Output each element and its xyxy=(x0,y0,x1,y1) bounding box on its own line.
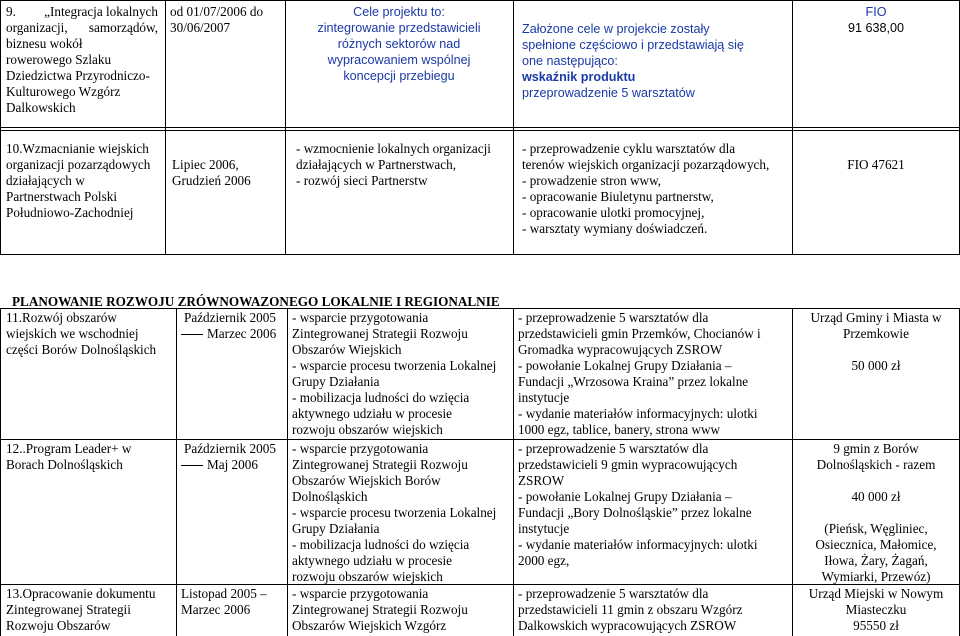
row12-funding-line xyxy=(793,473,959,489)
row12-title-line: 12..Program Leader+ w xyxy=(6,441,132,456)
row11-results-line: - przeprowadzenie 5 warsztatów dla xyxy=(518,310,709,325)
row9-funding-amount: 91 638,00 xyxy=(847,21,905,35)
row12-results-line: ZSROW xyxy=(518,473,565,488)
row10-title-line: Partnerstwach Polski xyxy=(6,189,117,204)
row12-period-start: Październik 2005 xyxy=(184,441,276,456)
row12-funding-line: Iłowa, Żary, Żagań, xyxy=(824,553,928,568)
row11-project-title-cell xyxy=(6,310,174,358)
col-divider-2-top xyxy=(165,0,166,255)
row10-title-line: organizacji pozarządowych xyxy=(6,157,151,172)
row11-goals-line: Zintegrowanej Strategii Rozwoju xyxy=(292,326,468,341)
row9-goals-cell xyxy=(286,4,512,84)
row13-title-line: 13.Opracowanie dokumentu xyxy=(6,586,156,601)
row9-bottom-border xyxy=(0,127,960,128)
row10-results-line: - opracowanie Biuletynu partnerstw, xyxy=(522,189,714,204)
row13-period-line: Listopad 2005 – xyxy=(181,586,267,601)
row10-funding-cell xyxy=(793,157,959,173)
row12-goals-line: Zintegrowanej Strategii Rozwoju xyxy=(292,457,468,472)
row13-goals-line: Zintegrowanej Strategii Rozwoju xyxy=(292,602,468,617)
row12-results-line: - powołanie Lokalnej Grupy Działania – xyxy=(518,489,732,504)
row10-results-line: - opracowanie ulotki promocyjnej, xyxy=(522,205,705,220)
row11-title-line: wiejskich we wschodniej xyxy=(6,326,139,341)
row12-funding-line: Wymiarki, Przewóz) xyxy=(821,569,931,584)
row13-funding-line: Miasteczku xyxy=(845,602,907,617)
col-divider-4-top xyxy=(513,0,514,255)
row10-title-line: 10.Wzmacnianie wiejskich xyxy=(6,141,149,156)
row9-results-cell xyxy=(522,21,790,101)
row11-funding-line: Urząd Gminy i Miasta w xyxy=(810,310,942,325)
row11-title-line: części Borów Dolnośląskich xyxy=(6,342,157,357)
row10-results-cell xyxy=(522,141,790,237)
row11-goals-line: - mobilizacja ludności do wzięcia xyxy=(292,390,470,405)
row9-period-line: od 01/07/2006 do xyxy=(170,4,264,19)
row11-goals-cell xyxy=(292,310,512,438)
row11-results-line: - wydanie materiałów informacyjnych: ulotki xyxy=(518,406,758,421)
row9-funding-cell xyxy=(793,4,959,36)
row11-results-line: przedstawicieli gmin Przemków, Chocianów i xyxy=(518,326,761,341)
row12-results-line: 2000 egz, xyxy=(518,553,570,568)
row12-funding-line: Osiecznica, Małomice, xyxy=(815,537,937,552)
dash-line xyxy=(181,465,203,466)
row9-results-line: Założone cele w projekcie zostały xyxy=(522,22,710,36)
row10-period-line: Lipiec 2006, xyxy=(172,157,239,172)
row10-bottom-border xyxy=(0,254,960,255)
row11-funding-line xyxy=(793,342,959,358)
row12-funding-line: 9 gmin z Borów xyxy=(833,441,919,456)
row9-title-line: Dalkowskich xyxy=(6,100,76,115)
row12-results-line: - przeprowadzenie 5 warsztatów dla xyxy=(518,441,709,456)
row12-results-line: przedstawicieli 9 gmin wypracowujących xyxy=(518,457,738,472)
row13-title-line: Rozwoju Obszarów xyxy=(6,618,111,633)
col-divider-5-top xyxy=(792,0,793,255)
row13-period-cell xyxy=(181,586,285,618)
row9-goals-line: zintegrowanie przedstawicieli xyxy=(317,21,481,35)
row11-results-line: 1000 egz, tablice, banery, strona www xyxy=(518,422,721,437)
row12-goals-cell xyxy=(292,441,512,585)
row13-project-title-cell xyxy=(6,586,174,634)
row10-results-line: terenów wiejskich organizacji pozarządowych, xyxy=(522,157,770,172)
row12-goals-line: - wsparcie procesu tworzenia Lokalnej xyxy=(292,505,497,520)
row10-period-cell xyxy=(172,157,282,189)
row10-title-line: działających w xyxy=(6,173,85,188)
row11-goals-line: rozwoju obszarów wiejskich xyxy=(292,422,443,437)
row12-period-end: Maj 2006 xyxy=(177,457,285,473)
row12-goals-line: aktywnego udziału w procesie xyxy=(292,553,453,568)
col-divider-1-bottom xyxy=(0,308,1,636)
row9-goals-line: koncepcji przebiegu xyxy=(343,69,455,83)
row10-funding-line: FIO 47621 xyxy=(847,157,905,172)
row12-funding-line xyxy=(793,505,959,521)
section-title: PLANOWANIE ROZWOJU ZRÓWNOWAZONEGO LOKALNIE I REGIONALNIE xyxy=(12,294,500,309)
row11-results-line: Gromadka wypracowujących ZSROW xyxy=(518,342,723,357)
row13-results-line: - przeprowadzenie 5 warsztatów dla xyxy=(518,586,709,601)
row11-goals-line: Obszarów Wiejskich xyxy=(292,342,402,357)
row13-goals-line: Obszarów Wiejskich Wzgórz xyxy=(292,618,447,633)
row11-bottom-border xyxy=(0,439,960,440)
row13-results-line: przedstawicieli 11 gmin z obszaru Wzgórz xyxy=(518,602,743,617)
row13-title-line: Zintegrowanej Strategii xyxy=(6,602,131,617)
row10-goals-line: - rozwój sieci Partnerstw xyxy=(296,173,428,188)
row12-funding-line: Dolnośląskich - razem xyxy=(816,457,936,472)
row13-funding-cell xyxy=(793,586,959,634)
row9-results-line: przeprowadzenie 5 warsztatów xyxy=(522,86,695,100)
row11-period-start: Październik 2005 xyxy=(184,310,276,325)
row13-results-cell xyxy=(518,586,790,634)
row9-results-line: one następująco: xyxy=(522,54,618,68)
row13-funding-amount: 95550 zł xyxy=(853,618,899,633)
row12-funding-line: (Pieńsk, Węgliniec, xyxy=(824,521,928,536)
row9-title-line: Kulturowego Wzgórz xyxy=(6,84,121,99)
row9-title-line: biznesu wokół xyxy=(6,36,83,51)
row12-goals-line: Grupy Działania xyxy=(292,521,380,536)
row10-results-line: - prowadzenie stron www, xyxy=(522,173,662,188)
row10-title-line: Południowo-Zachodniej xyxy=(6,205,134,220)
row9-results-line: wskaźnik produktu xyxy=(522,70,636,84)
row12-goals-line: - mobilizacja ludności do wzięcia xyxy=(292,537,470,552)
row10-project-title-cell xyxy=(6,141,162,221)
row13-goals-line: - wsparcie przygotowania xyxy=(292,586,429,601)
row12-goals-line: Dolnośląskich xyxy=(292,489,368,504)
row11-results-line: - powołanie Lokalnej Grupy Działania – xyxy=(518,358,732,373)
row9-results-line: spełnione częściowo i przedstawiają się xyxy=(522,38,744,52)
row11-results-line: instytucje xyxy=(518,390,570,405)
row12-title-line: Borach Dolnośląskich xyxy=(6,457,123,472)
row12-results-line: Fundacji „Bory Dolnośląskie” przez lokalne xyxy=(518,505,752,520)
row9-goals-line: Cele projektu to: xyxy=(353,5,445,19)
row10-period-line: Grudzień 2006 xyxy=(172,173,251,188)
row11-period-end: Marzec 2006 xyxy=(177,326,285,342)
row12-funding-amount: 40 000 zł xyxy=(851,489,901,504)
row13-goals-cell xyxy=(292,586,512,634)
row13-funding-line: Urząd Miejski w Nowym xyxy=(808,586,944,601)
row11-results-cell xyxy=(518,310,790,438)
row11-goals-line: Grupy Działania xyxy=(292,374,380,389)
row10-top-border xyxy=(0,130,960,131)
row12-funding-cell xyxy=(793,441,959,585)
row11-funding-amount: 50 000 zł xyxy=(851,358,901,373)
row12-goals-line: - wsparcie przygotowania xyxy=(292,441,429,456)
row9-title-line: „Integracja lokalnych xyxy=(44,4,158,19)
row9-goals-line: wypracowaniem wspólnej xyxy=(327,53,471,67)
row11-title-line: 11.Rozwój obszarów xyxy=(6,310,117,325)
row11-period-cell xyxy=(177,310,285,342)
row10-results-line: - przeprowadzenie cyklu warsztatów dla xyxy=(522,141,736,156)
row10-goals-line: - wzmocnienie lokalnych organizacji xyxy=(296,141,491,156)
row9-period-line: 30/06/2007 xyxy=(170,20,231,35)
row12-period-cell xyxy=(177,441,285,473)
row11-results-line: Fundacji „Wrzosowa Kraina” przez lokalne xyxy=(518,374,749,389)
row9-project-title-cell xyxy=(6,4,162,116)
row12-goals-line: Obszarów Wiejskich Borów xyxy=(292,473,441,488)
row11-goals-line: - wsparcie procesu tworzenia Lokalnej xyxy=(292,358,497,373)
row9-period-cell xyxy=(170,4,282,36)
row9-title-line: organizacji, samorządów, xyxy=(6,20,158,35)
row9-title-line: rowerowego Szlaku xyxy=(6,52,112,67)
row13-period-line: Marzec 2006 xyxy=(181,602,251,617)
row12-results-line: instytucje xyxy=(518,521,570,536)
row12-results-line: - wydanie materiałów informacyjnych: ulotki xyxy=(518,537,758,552)
row10-goals-line: działających w Partnerstwach, xyxy=(296,157,457,172)
row12-goals-line: rozwoju obszarów wiejskich xyxy=(292,569,443,584)
table-border-top xyxy=(0,0,960,1)
col-divider-4-bottom xyxy=(513,308,514,636)
row9-funding-source: FIO xyxy=(865,5,887,19)
row10-goals-cell xyxy=(296,141,511,189)
row13-results-line: Dalkowskich wypracowujących ZSROW xyxy=(518,618,737,633)
row11-funding-cell xyxy=(793,310,959,374)
col-divider-1-top xyxy=(0,0,1,255)
row9-title-line: Dziedzictwa Przyrodniczo- xyxy=(6,68,150,83)
row9-number: 9. xyxy=(6,4,16,19)
row9-goals-line: różnych sektorów nad xyxy=(337,37,461,51)
row12-project-title-cell xyxy=(6,441,174,473)
col-divider-3-bottom xyxy=(287,308,288,636)
dash-line xyxy=(181,334,203,335)
row11-goals-line: aktywnego udziału w procesie xyxy=(292,406,453,421)
row11-funding-line: Przemkowie xyxy=(843,326,909,341)
row11-goals-line: - wsparcie przygotowania xyxy=(292,310,429,325)
row10-results-line: - warsztaty wymiany doświadczeń. xyxy=(522,221,708,236)
row12-results-cell xyxy=(518,441,790,569)
